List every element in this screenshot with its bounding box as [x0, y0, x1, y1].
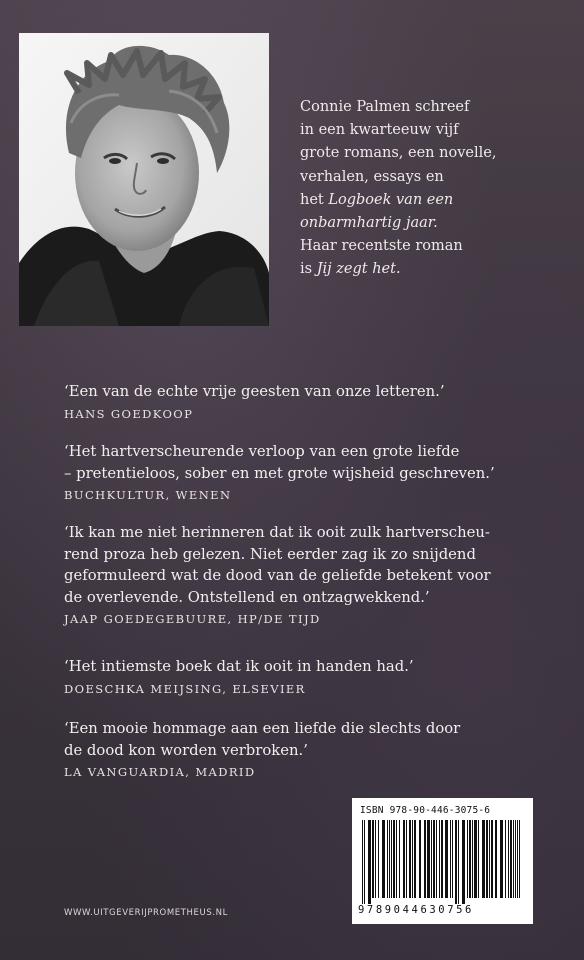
barcode-bar [427, 820, 430, 898]
quote-text: ‘Een mooie hommage aan een liefde die slechts door de dood kon worden verbroken.’ [64, 720, 461, 759]
barcode-bar [419, 820, 421, 898]
barcode-bar [472, 820, 473, 898]
quote-text: ‘Een van de echte vrije geesten van onze letteren.’ [64, 383, 445, 400]
barcode-bar [458, 820, 459, 904]
review-quote [64, 441, 564, 503]
barcode-bar [467, 820, 468, 898]
quote-source: JAAP GOEDEGEBUURE, HP/DE TIJD [64, 612, 321, 626]
quote-text: ‘Het intiemste boek dat ik ooit in handen had.’ [64, 658, 414, 675]
barcode-bar [505, 820, 506, 898]
barcode-bar [391, 820, 392, 898]
barcode-bar [375, 820, 376, 898]
bio-line: in een kwarteeuw vijf [300, 122, 459, 139]
book-title: Logboek van een [328, 191, 454, 208]
bio-line [300, 258, 570, 281]
barcode-bar [399, 820, 400, 898]
barcode-bar [403, 820, 405, 898]
quote-source: LA VANGUARDIA, MADRID [64, 765, 256, 779]
bio-text: is [300, 261, 317, 278]
review-quote [64, 522, 564, 627]
barcode-bar [382, 820, 385, 898]
barcode-bar [368, 820, 371, 904]
barcode-bar [409, 820, 411, 898]
barcode-bar [469, 820, 471, 898]
review-quote [64, 718, 564, 780]
barcode-bar [439, 820, 440, 898]
bio-line: Haar recentste roman [300, 238, 463, 255]
quote-source: HANS GOEDKOOP [64, 406, 194, 421]
barcode-bar [412, 820, 413, 898]
barcode-bar [436, 820, 437, 898]
bio-line: grote romans, een novelle, [300, 145, 497, 162]
barcode-bar [517, 820, 518, 898]
quote-source: DOESCHKA MEIJSING, ELSEVIER [64, 681, 306, 696]
barcode-bar [387, 820, 388, 898]
barcode-bar [500, 820, 503, 898]
barcode-bar [362, 820, 363, 904]
quote-text: ‘Het hartverscheurende verloop van een grote liefde – pretentieloos, sober en met grote wijsheid geschreven.’ [64, 443, 495, 482]
barcode-bar [515, 820, 516, 898]
author-bio [300, 96, 570, 282]
barcode-bars [362, 820, 523, 904]
barcode-bar [378, 820, 379, 898]
barcode-bar [519, 820, 520, 898]
barcode-bar [486, 820, 488, 898]
barcode-bar [510, 820, 512, 898]
book-title: Jij zegt het. [316, 261, 401, 278]
isbn-label: ISBN 978-90-446-3075-6 [360, 805, 491, 816]
barcode-bar [431, 820, 432, 898]
barcode-bar [491, 820, 493, 898]
bio-line [300, 189, 570, 212]
barcode-bar [455, 820, 457, 904]
barcode-bar [462, 820, 465, 904]
barcode-bar [433, 820, 435, 898]
bio-text: het [300, 191, 329, 208]
barcode-bar [364, 820, 365, 904]
isbn-barcode [352, 798, 533, 924]
barcode-bar [450, 820, 451, 898]
bio-line: Connie Palmen schreef [300, 99, 470, 115]
barcode-bar [414, 820, 416, 898]
review-quote [64, 656, 564, 697]
barcode-bar [396, 820, 397, 898]
barcode-bar [495, 820, 497, 898]
barcode-bar [474, 820, 477, 898]
barcode-bar [478, 820, 479, 898]
quote-text: ‘Ik kan me niet herinneren dat ik ooit zulk hartverscheu- rend proza heb gelezen. Niet eerder zag ik zo snijdend geformuleerd wat de dood van de geliefde betekent voor de overlevende. Ontstellend en ontzagwekkend.’ [64, 524, 491, 606]
barcode-bar [445, 820, 448, 898]
barcode-bar [424, 820, 426, 898]
barcode-bar [482, 820, 485, 898]
barcode-bar [513, 820, 514, 898]
barcode-bar [441, 820, 443, 898]
barcode-bar [372, 820, 374, 898]
book-title: onbarmhartig jaar. [300, 215, 438, 232]
bio-line [300, 212, 570, 235]
author-photo [19, 33, 269, 326]
bio-line: verhalen, essays en [300, 168, 444, 185]
publisher-website: WWW.UITGEVERIJPROMETHEUS.NL [64, 908, 228, 918]
barcode-bar [489, 820, 490, 898]
barcode-bar [508, 820, 509, 898]
barcode-bar [393, 820, 395, 898]
barcode-number: 9789044630756 [358, 904, 474, 916]
barcode-bar [389, 820, 390, 898]
quote-source: BUCHKULTUR, WENEN [64, 488, 232, 502]
barcode-bar [406, 820, 407, 898]
review-quote [64, 381, 564, 422]
barcode-bar [452, 820, 453, 898]
